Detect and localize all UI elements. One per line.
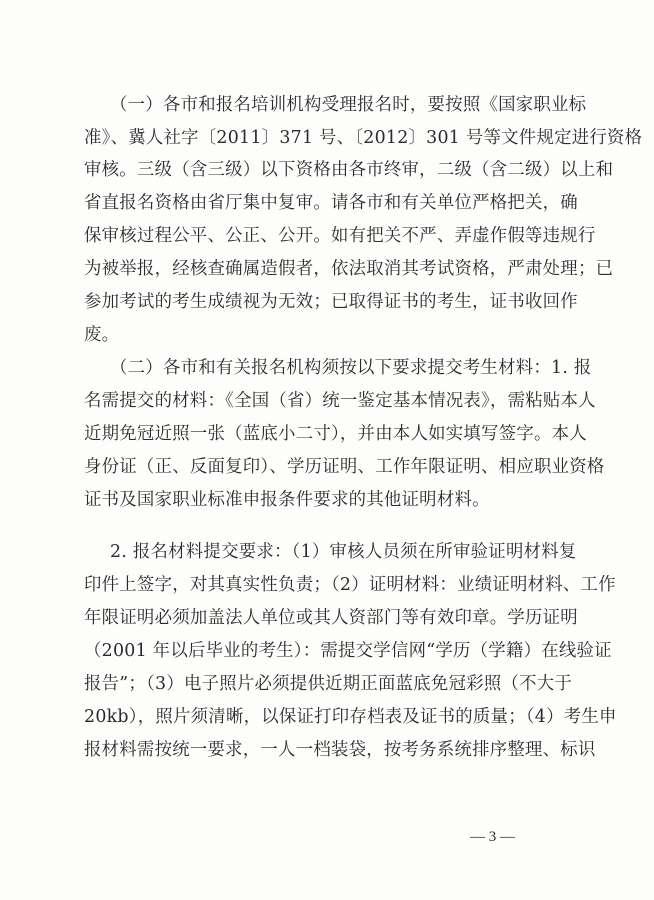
text-line: 名需提交的材料：《全国（省）统一鉴定基本情况表》，需粘贴本人 (84, 391, 596, 411)
text-line: 省直报名资格由省厅集中复审。请各市和有关单位严格把关，确 (84, 193, 578, 213)
text-line: 近期免冠近照一张（蓝底小二寸），并由本人如实填写签字。本人 (84, 424, 587, 444)
text-line: （2001 年以后毕业的考生）：需提交学信网“学历（学籍）在线验证 (84, 641, 612, 661)
text-line: 为被举报，经核查确属造假者，依法取消其考试资格，严肃处理；已 (84, 259, 614, 279)
text-line: 印件上签字，对其真实性负责；（2）证明材料：业绩证明材料、工作 (84, 575, 616, 595)
text-line: 审核。三级（含三级）以下资格由各市终审，二级（含二级）以上和 (84, 160, 614, 180)
text-line: 证书及国家职业标准申报条件要求的其他证明材料。 (84, 490, 490, 510)
page-number: — 3 — (470, 829, 515, 845)
text-line: 身份证（正、反面复印）、学历证明、工作年限证明、相应职业资格 (84, 457, 605, 477)
text-line: 20kb），照片须清晰，以保证打印存档表及证书的质量；（4）考生申 (84, 707, 617, 727)
text-line: 参加考试的考生成绩视为无效；已取得证书的考生，证书收回作 (84, 292, 578, 312)
text-line: 年限证明必须加盖法人单位或其人资部门等有效印章。学历证明 (84, 608, 578, 628)
text-line: 废。 (84, 325, 120, 345)
text-line: 准》、冀人社字〔2011〕371 号、〔2012〕301 号等文件规定进行资格 (84, 128, 643, 148)
text-line: 2. 报名材料提交要求：（1）审核人员须在所审验证明材料复 (110, 542, 577, 562)
text-line: （一）各市和报名培训机构受理报名时，要按照《国家职业标 (110, 95, 587, 115)
text-line: （二）各市和有关报名机构须按以下要求提交考生材料：1. 报 (110, 358, 592, 378)
text-line: 报告”；（3）电子照片必须提供近期正面蓝底免冠彩照（不大于 (84, 674, 573, 694)
text-line: 保审核过程公平、公正、公开。如有把关不严、弄虚作假等违规行 (84, 226, 596, 246)
text-line: 报材料需按统一要求，一人一档装袋，按考务系统排序整理、标识 (84, 740, 596, 760)
